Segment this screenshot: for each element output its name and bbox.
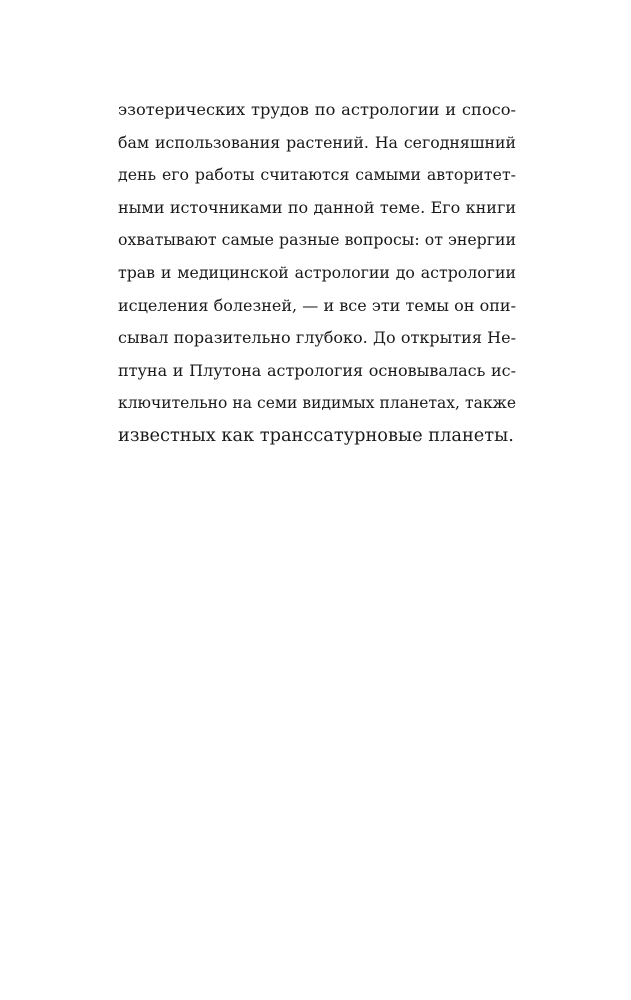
- text-line: исцеления болезней, — и все эти темы он опи-: [118, 295, 516, 315]
- text-line: эзотерических трудов по астрологии и спосо-: [118, 100, 516, 119]
- text-line: ными источниками по данной теме. Его книги: [118, 197, 516, 217]
- text-line: ключительно на семи видимых планетах, также: [118, 394, 516, 413]
- text-line: сывал поразительно глубоко. До открытия Не-: [118, 328, 516, 348]
- text-line: бам использования растений. На сегодняшний: [118, 132, 516, 152]
- text-line: птуна и Плутона астрология основывалась ис-: [118, 360, 516, 380]
- text-line: день его работы считаются самыми авторитет-: [118, 165, 516, 185]
- body-paragraph: [118, 94, 516, 453]
- text-line-last: известных как транссатурновые планеты.: [118, 425, 514, 446]
- text-line: трав и медицинской астрологии до астрологии: [118, 262, 516, 282]
- text-line: охватывают самые разные вопросы: от энергии: [118, 230, 516, 250]
